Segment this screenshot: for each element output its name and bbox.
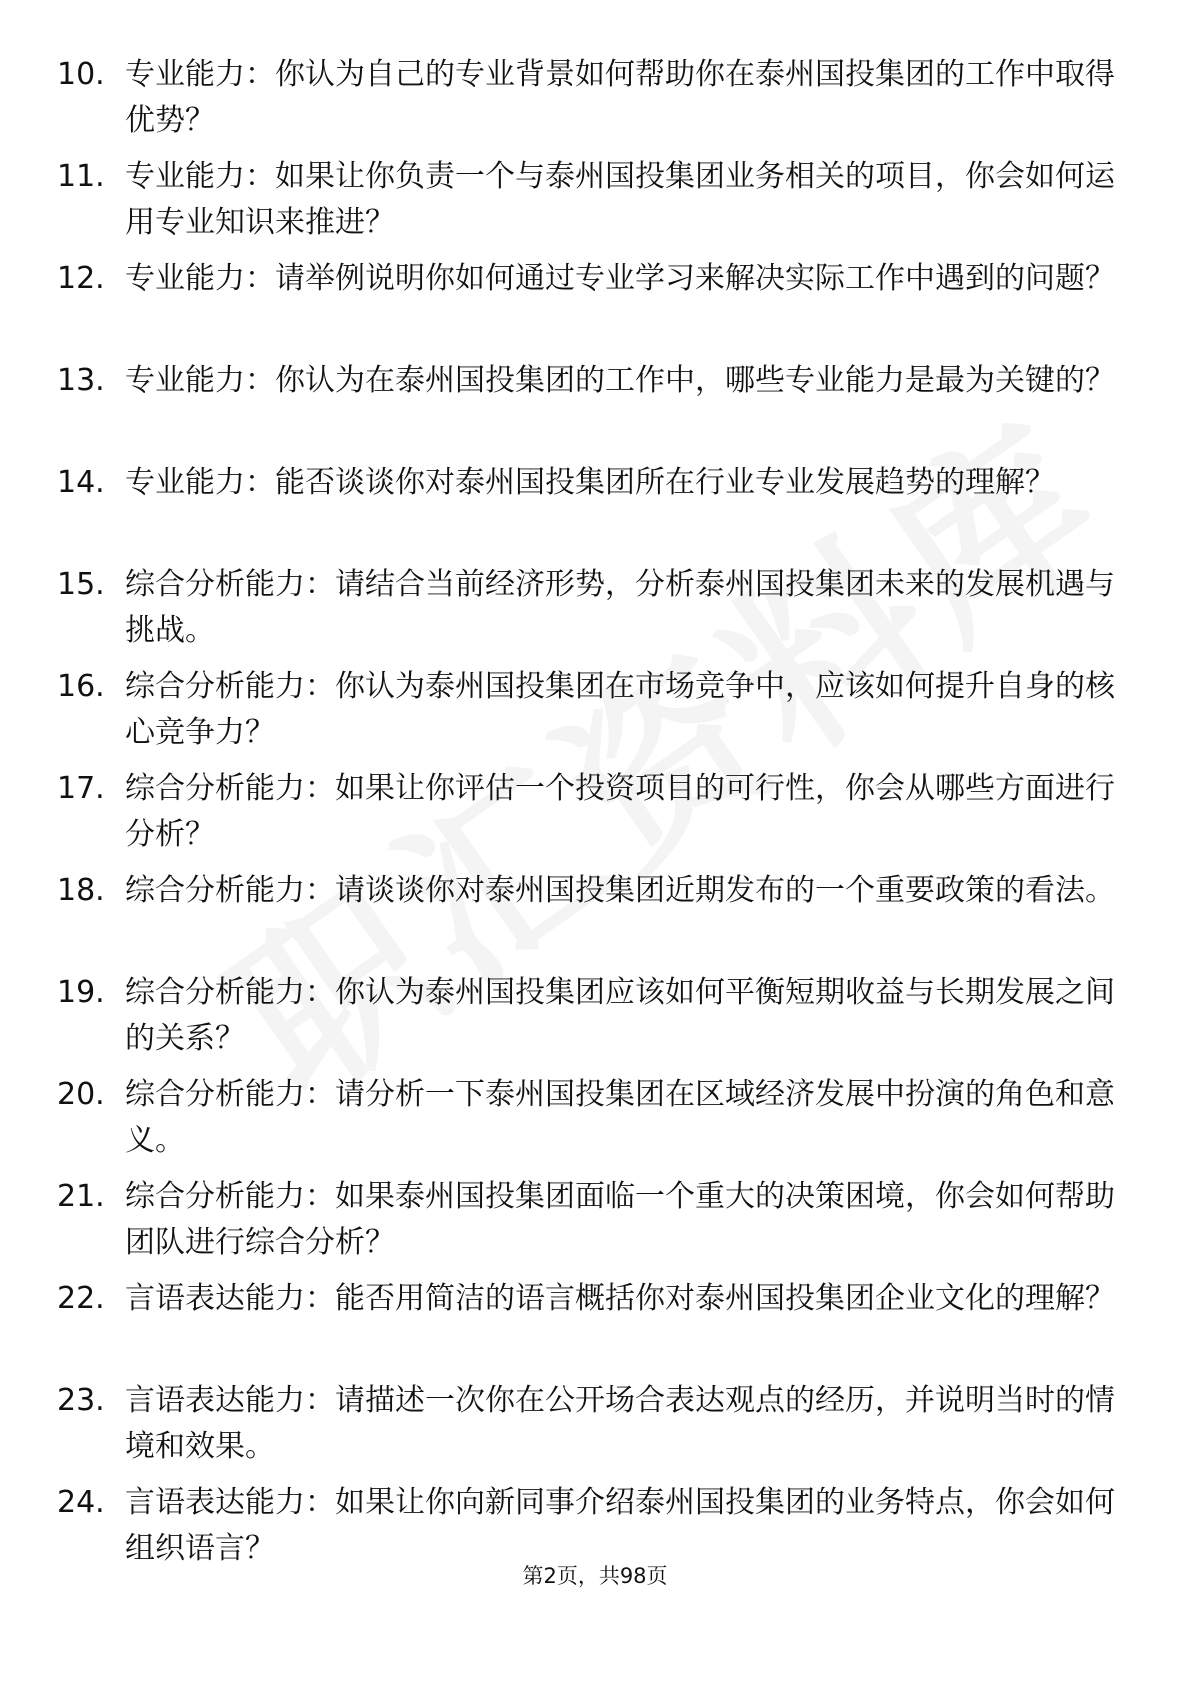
question-item xyxy=(57,256,1117,350)
question-number: 12. xyxy=(57,261,105,296)
question-number: 22. xyxy=(57,1281,105,1316)
question-body xyxy=(125,1072,1117,1164)
question-number: 21. xyxy=(57,1179,105,1214)
question-body xyxy=(125,256,1117,302)
question-item xyxy=(57,358,1117,452)
question-item xyxy=(57,1072,1117,1166)
question-text: 你认为自己的专业背景如何帮助你在泰州国投集团的工作中取得优势？ xyxy=(125,57,1115,138)
question-body xyxy=(125,1276,1117,1322)
question-text: 请描述一次你在公开场合表达观点的经历，并说明当时的情境和效果。 xyxy=(125,1383,1115,1464)
question-number: 20. xyxy=(57,1077,105,1112)
question-body xyxy=(125,562,1117,654)
page-number: 第2页，共98页 xyxy=(522,1564,668,1588)
question-body xyxy=(125,154,1117,246)
question-number: 17. xyxy=(57,771,105,806)
question-text: 请分析一下泰州国投集团在区域经济发展中扮演的角色和意义。 xyxy=(125,1077,1115,1158)
question-body xyxy=(125,868,1117,914)
question-number: 23. xyxy=(57,1383,105,1418)
question-category: 专业能力： xyxy=(125,465,275,500)
question-text: 如果泰州国投集团面临一个重大的决策困境，你会如何帮助团队进行综合分析？ xyxy=(125,1179,1115,1260)
question-body xyxy=(125,1378,1117,1470)
question-category: 言语表达能力： xyxy=(125,1281,335,1316)
question-body xyxy=(125,460,1117,506)
question-text: 请举例说明你如何通过专业学习来解决实际工作中遇到的问题？ xyxy=(275,261,1115,296)
question-body xyxy=(125,1480,1117,1572)
question-number: 13. xyxy=(57,363,105,398)
question-body xyxy=(125,664,1117,756)
question-number: 18. xyxy=(57,873,105,908)
question-text: 你认为在泰州国投集团的工作中，哪些专业能力是最为关键的？ xyxy=(275,363,1115,398)
question-body xyxy=(125,358,1117,404)
question-body xyxy=(125,766,1117,858)
question-number: 11. xyxy=(57,159,105,194)
question-number: 19. xyxy=(57,975,105,1010)
question-category: 综合分析能力： xyxy=(125,669,335,704)
question-text: 能否谈谈你对泰州国投集团所在行业专业发展趋势的理解？ xyxy=(275,465,1055,500)
question-item xyxy=(57,1174,1117,1268)
question-body xyxy=(125,970,1117,1062)
question-number: 10. xyxy=(57,57,105,92)
question-category: 言语表达能力： xyxy=(125,1383,335,1418)
question-item xyxy=(57,868,1117,962)
question-category: 言语表达能力： xyxy=(125,1485,335,1520)
question-number: 16. xyxy=(57,669,105,704)
question-category: 综合分析能力： xyxy=(125,975,335,1010)
question-item xyxy=(57,970,1117,1064)
question-list xyxy=(57,52,1117,1582)
question-item xyxy=(57,154,1117,248)
question-category: 综合分析能力： xyxy=(125,1077,335,1112)
question-item xyxy=(57,766,1117,860)
question-category: 综合分析能力： xyxy=(125,873,335,908)
question-category: 专业能力： xyxy=(125,57,275,92)
question-number: 15. xyxy=(57,567,105,602)
question-text: 如果让你评估一个投资项目的可行性，你会从哪些方面进行分析？ xyxy=(125,771,1115,852)
question-item xyxy=(57,52,1117,146)
question-text: 你认为泰州国投集团应该如何平衡短期收益与长期发展之间的关系？ xyxy=(125,975,1115,1056)
question-category: 综合分析能力： xyxy=(125,567,335,602)
question-category: 综合分析能力： xyxy=(125,771,335,806)
question-text: 请结合当前经济形势，分析泰州国投集团未来的发展机遇与挑战。 xyxy=(125,567,1115,648)
question-body xyxy=(125,1174,1117,1266)
question-number: 24. xyxy=(57,1485,105,1520)
question-category: 专业能力： xyxy=(125,159,275,194)
question-category: 专业能力： xyxy=(125,261,275,296)
question-item xyxy=(57,460,1117,554)
question-text: 如果让你负责一个与泰州国投集团业务相关的项目，你会如何运用专业知识来推进？ xyxy=(125,159,1115,240)
question-item xyxy=(57,664,1117,758)
question-item xyxy=(57,1276,1117,1370)
question-text: 如果让你向新同事介绍泰州国投集团的业务特点，你会如何组织语言？ xyxy=(125,1485,1115,1566)
question-text: 你认为泰州国投集团在市场竞争中，应该如何提升自身的核心竞争力？ xyxy=(125,669,1115,750)
question-text: 能否用简洁的语言概括你对泰州国投集团企业文化的理解？ xyxy=(335,1281,1115,1316)
question-category: 专业能力： xyxy=(125,363,275,398)
question-category: 综合分析能力： xyxy=(125,1179,335,1214)
question-number: 14. xyxy=(57,465,105,500)
question-body xyxy=(125,52,1117,144)
question-item xyxy=(57,562,1117,656)
question-item xyxy=(57,1378,1117,1472)
question-text: 请谈谈你对泰州国投集团近期发布的一个重要政策的看法。 xyxy=(335,873,1115,908)
